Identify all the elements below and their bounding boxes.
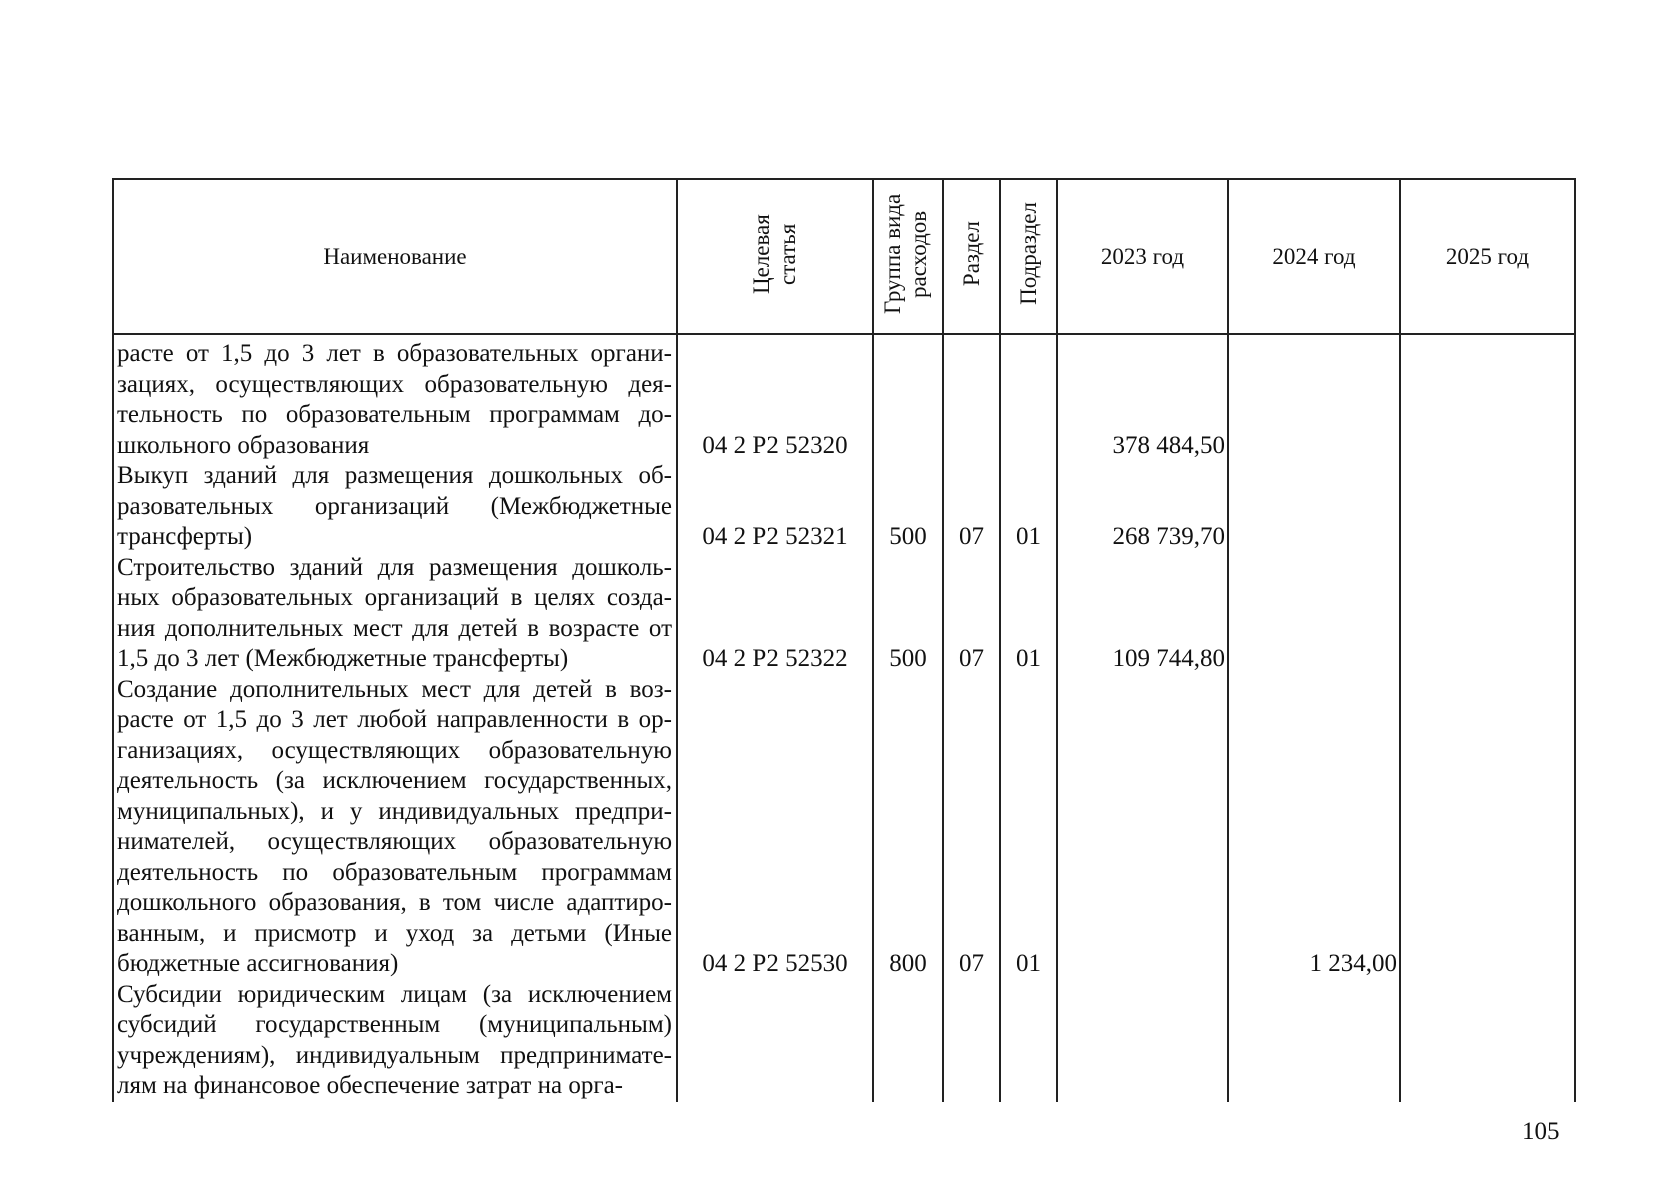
row-subsection bbox=[1000, 334, 1057, 461]
header-name-label: Наименование bbox=[323, 243, 467, 269]
header-name bbox=[113, 179, 677, 334]
row-section bbox=[943, 980, 1000, 1102]
row-2023 bbox=[1057, 980, 1228, 1102]
header-expense-group-label: Группа вида расходов bbox=[880, 193, 931, 314]
table-header-row bbox=[113, 179, 1575, 334]
row-subsection: 01 bbox=[1000, 553, 1057, 675]
row-2023: 378 484,50 bbox=[1057, 334, 1228, 461]
table-row bbox=[113, 675, 1575, 980]
row-2024 bbox=[1228, 461, 1400, 553]
row-name: Создание дополнительных мест для детей в возрасте от 1,5 до 3 лет любой направленности в организациях, осуществляющих образовательную деятельность (за исключением государственных, муниципальных), и у индивидуальных предпринимателей, осуществляющих образовательную деятельность по образовательным программам дошкольного образования, в том числе адаптированным, и присмотр и уход за детьми (Иные бюджетные ассигнования) bbox=[113, 675, 677, 980]
row-2023 bbox=[1057, 675, 1228, 980]
row-2024 bbox=[1228, 980, 1400, 1102]
header-subsection-label: Подраздел bbox=[1015, 202, 1041, 305]
row-section: 07 bbox=[943, 675, 1000, 980]
table-row bbox=[113, 334, 1575, 461]
header-2024 bbox=[1228, 179, 1400, 334]
row-expense-group: 500 bbox=[873, 461, 943, 553]
header-subsection bbox=[1000, 179, 1057, 334]
row-subsection bbox=[1000, 980, 1057, 1102]
header-2023-label: 2023 год bbox=[1100, 243, 1185, 269]
header-2025-label: 2025 год bbox=[1445, 243, 1530, 269]
row-expense-group: 800 bbox=[873, 675, 943, 980]
header-2024-label: 2024 год bbox=[1272, 243, 1356, 269]
row-name: расте от 1,5 до 3 лет в образовательных организациях, осуществляющих образовательную деятельность по образовательным программам дошкольного образования bbox=[113, 334, 677, 461]
row-name: Строительство зданий для размещения дошкольных образовательных организаций в целях создания дополнительных мест для детей в возрасте от 1,5 до 3 лет (Межбюджетные трансферты) bbox=[113, 553, 677, 675]
row-expense-group bbox=[873, 980, 943, 1102]
row-2023: 268 739,70 bbox=[1057, 461, 1228, 553]
row-target-article: 04 2 Р2 52530 bbox=[677, 675, 873, 980]
table-row bbox=[113, 980, 1575, 1102]
row-target-article: 04 2 Р2 52322 bbox=[677, 553, 873, 675]
budget-table bbox=[112, 178, 1576, 1102]
row-section: 07 bbox=[943, 553, 1000, 675]
header-2025 bbox=[1400, 179, 1575, 334]
row-expense-group: 500 bbox=[873, 553, 943, 675]
header-section bbox=[943, 179, 1000, 334]
table-row bbox=[113, 461, 1575, 553]
row-2025 bbox=[1400, 553, 1575, 675]
row-2025 bbox=[1400, 334, 1575, 461]
row-2024: 1 234,00 bbox=[1228, 675, 1400, 980]
row-target-article: 04 2 Р2 52321 bbox=[677, 461, 873, 553]
row-subsection: 01 bbox=[1000, 675, 1057, 980]
page-number: 105 bbox=[1522, 1118, 1560, 1145]
row-2025 bbox=[1400, 980, 1575, 1102]
row-2025 bbox=[1400, 461, 1575, 553]
header-section-label: Раздел bbox=[958, 220, 984, 287]
row-expense-group bbox=[873, 334, 943, 461]
header-2023 bbox=[1057, 179, 1228, 334]
row-2023: 109 744,80 bbox=[1057, 553, 1228, 675]
header-target-article bbox=[677, 179, 873, 334]
header-expense-group bbox=[873, 179, 943, 334]
row-2025 bbox=[1400, 675, 1575, 980]
row-section: 07 bbox=[943, 461, 1000, 553]
header-target-article-label: Целевая статья bbox=[749, 213, 800, 294]
row-subsection: 01 bbox=[1000, 461, 1057, 553]
row-section bbox=[943, 334, 1000, 461]
row-target-article: 04 2 Р2 52320 bbox=[677, 334, 873, 461]
row-2024 bbox=[1228, 553, 1400, 675]
row-target-article bbox=[677, 980, 873, 1102]
row-name: Субсидии юридическим лицам (за исключением субсидий государственным (муниципальным) учреждениям), индивидуальным предпринимателям на финансовое обеспечение затрат на орга- bbox=[113, 980, 677, 1102]
row-name: Выкуп зданий для размещения дошкольных образовательных организаций (Межбюджетные трансферты) bbox=[113, 461, 677, 553]
row-2024 bbox=[1228, 334, 1400, 461]
table-row bbox=[113, 553, 1575, 675]
